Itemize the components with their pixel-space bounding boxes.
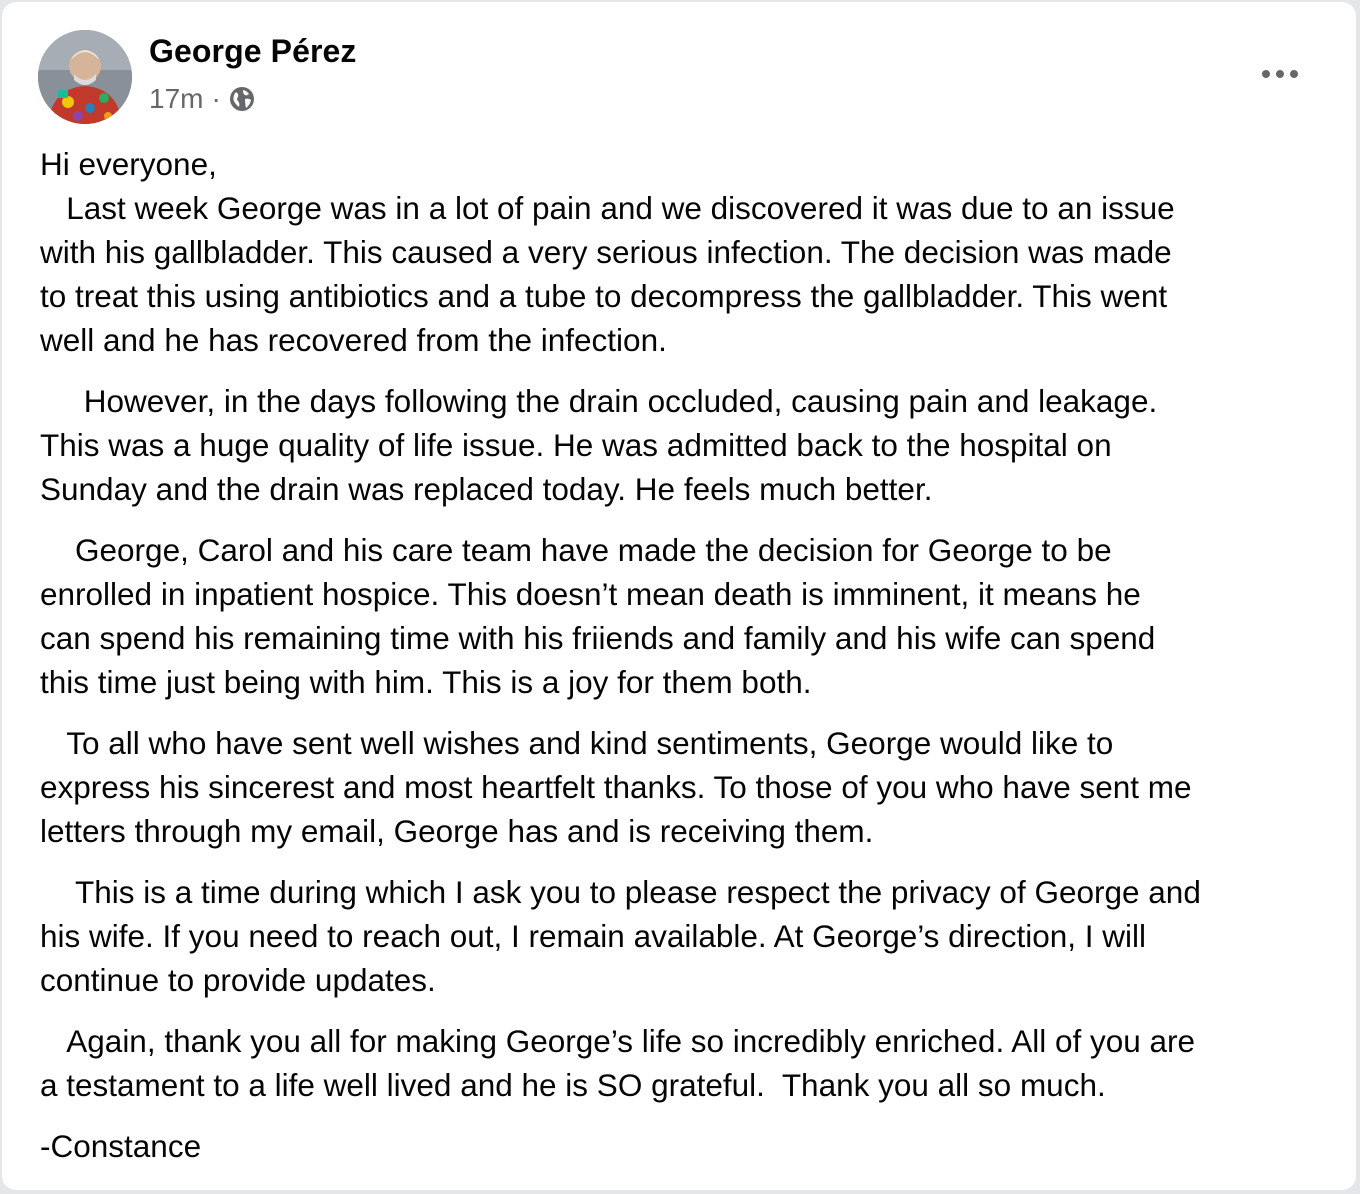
post-body <box>40 142 1340 1168</box>
post-paragraph: This is a time during which I ask you to please respect the privacy of George and his wife. If you need to reach out, I remain available. At George’s direction, I will continue to provide updates. <box>40 874 1201 998</box>
post-paragraph: To all who have sent well wishes and kind sentiments, George would like to express his sincerest and most heartfelt thanks. To those of you who have sent me letters through my email, George has and is receiving them. <box>40 725 1192 849</box>
more-dot <box>1262 70 1270 78</box>
avatar-photo <box>38 30 132 124</box>
post-paragraph: Again, thank you all for making George’s life so incredibly enriched. All of you are a testament to a life well lived and he is SO grateful. Thank you all so much. <box>40 1023 1196 1103</box>
post-paragraph: George, Carol and his care team have made the decision for George to be enrolled in inpatient hospice. This doesn’t mean death is imminent, it means he can spend his remaining time with his friiends and family and his wife can spend this time just being with him. This is a joy for them both. <box>40 532 1156 700</box>
post-signature: -Constance <box>40 1128 202 1164</box>
more-dot <box>1276 70 1284 78</box>
post-timestamp[interactable]: 17m <box>149 83 204 114</box>
post-meta <box>149 81 256 117</box>
post-paragraph: However, in the days following the drain occluded, causing pain and leakage. This was a huge quality of life issue. He was admitted back to the hospital on Sunday and the drain was replaced today. He feels much better. <box>40 383 1158 507</box>
post-paragraph: Hi everyone, Last week George was in a lot of pain and we discovered it was due to an issue with his gallbladder. This caused a very serious infection. The decision was made to treat this using antibiotics and a tube to decompress the gallbladder. This went well and he has recovered from the infection. <box>40 146 1175 358</box>
post-card <box>2 2 1356 1190</box>
author-avatar[interactable] <box>38 30 132 124</box>
globe-icon[interactable] <box>228 85 256 113</box>
author-name[interactable]: George Pérez <box>149 33 357 69</box>
meta-separator: · <box>211 83 221 114</box>
more-dot <box>1290 70 1298 78</box>
more-options-button[interactable] <box>1254 58 1306 90</box>
